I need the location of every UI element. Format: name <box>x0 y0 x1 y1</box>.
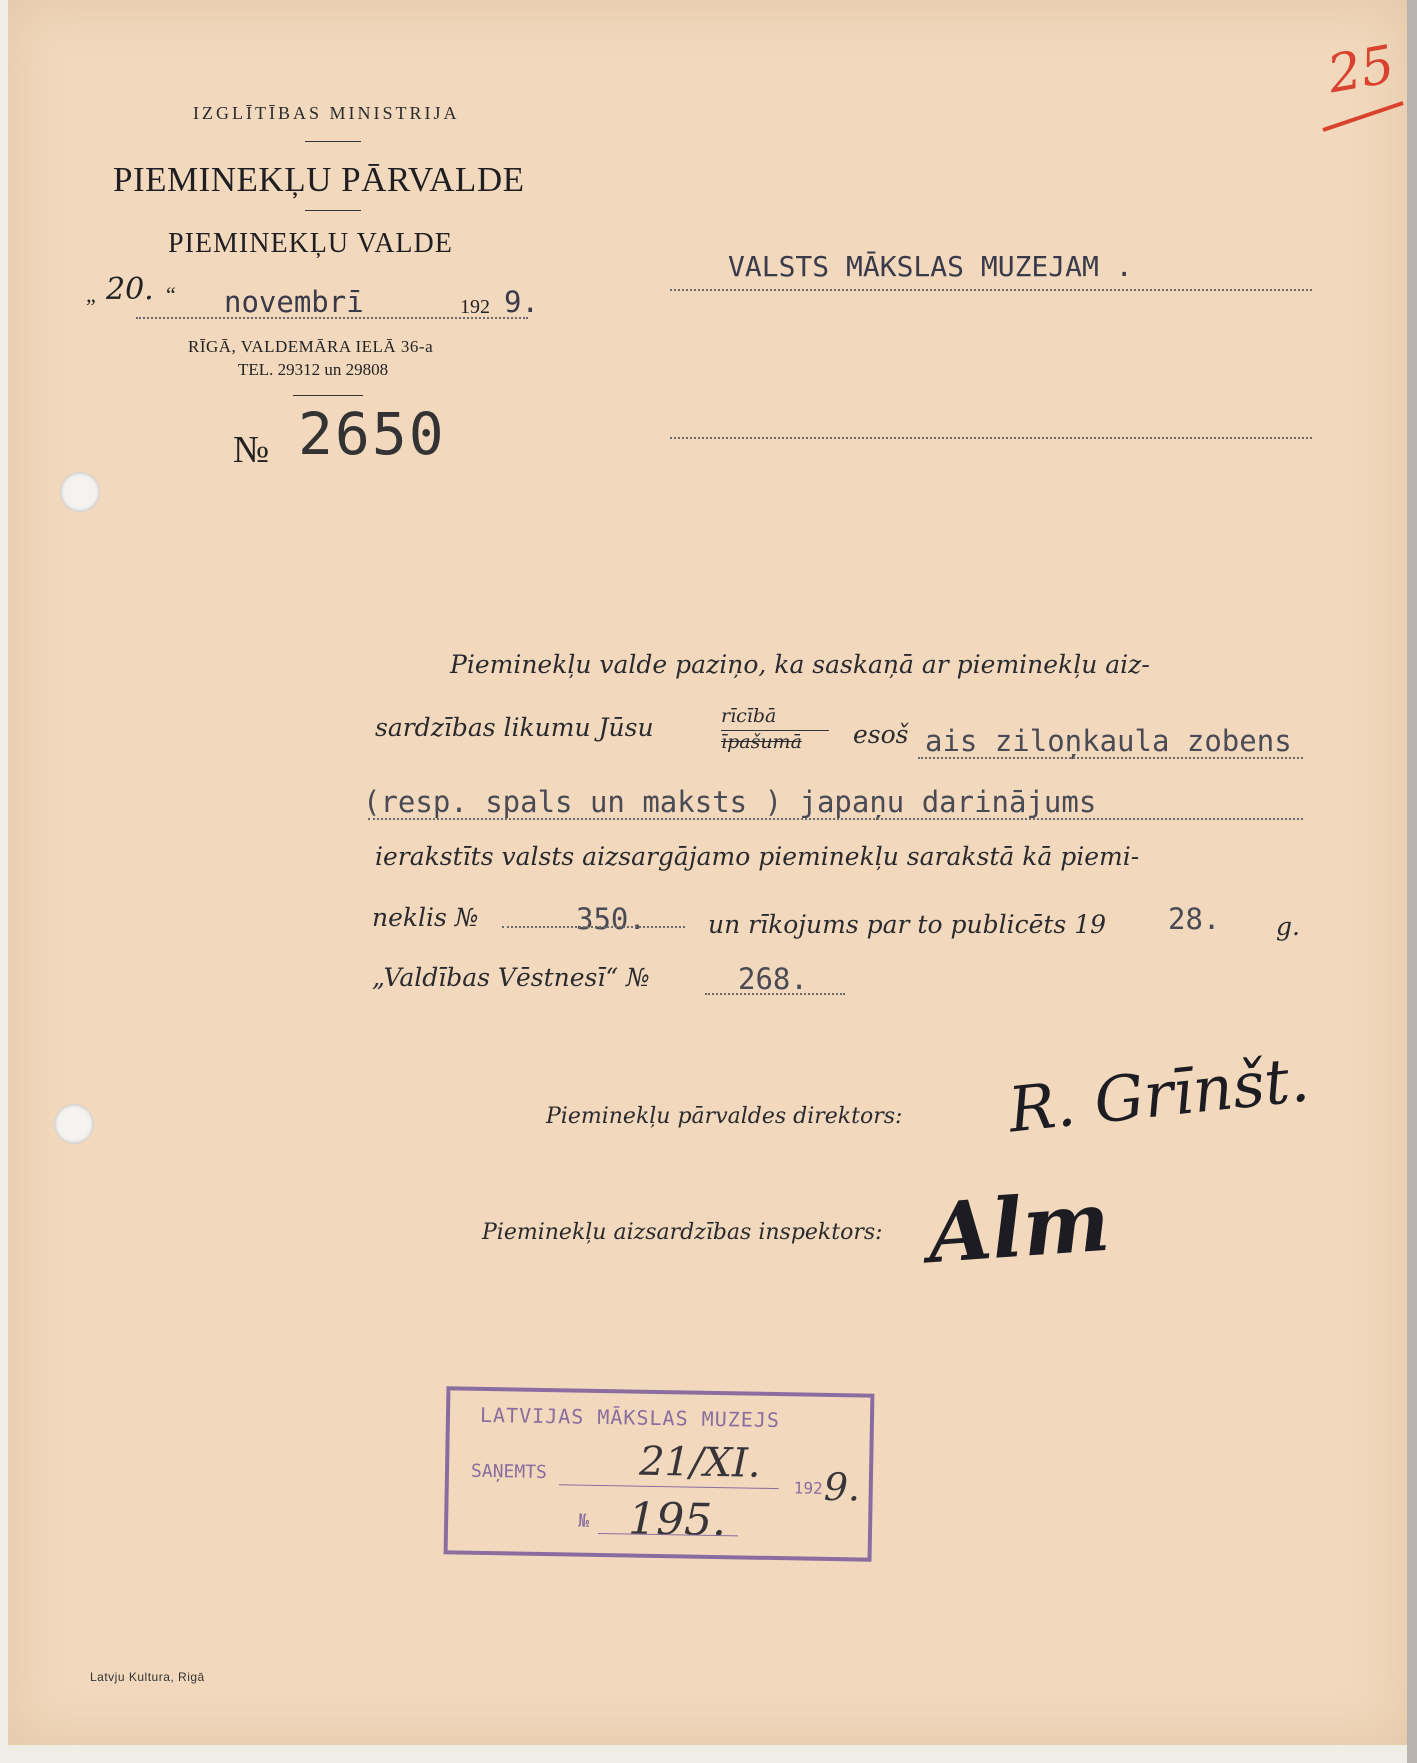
body-line-5-start: neklis № <box>372 903 479 932</box>
date-year-prefix: 192 <box>460 296 490 318</box>
addressee-dotted-line-2 <box>670 437 1312 439</box>
body-fill-description: (resp. spals un maksts ) japaņu darinājums <box>363 785 1097 819</box>
fill-dotted-line <box>918 757 1303 759</box>
gazette-number: 268. <box>738 962 808 996</box>
board-name: PIEMINEKĻU VALDE <box>168 228 453 259</box>
body-line-2-start: sardzības likumu Jūsu <box>375 713 654 742</box>
stamp-year-suffix: 9. <box>823 1464 861 1510</box>
stamp-registration-number: 195. <box>627 1493 727 1547</box>
punch-hole <box>54 1104 94 1144</box>
divider <box>293 395 363 396</box>
inspector-label: Pieminekļu aizsardzības inspektors: <box>482 1220 883 1245</box>
body-line-5-mid: un rīkojums par to publicēts 19 <box>708 910 1107 939</box>
stamp-received-date: 21/XI. <box>638 1438 761 1487</box>
register-number: 350. <box>576 902 646 936</box>
phone-line: TEL. 29312 un 29808 <box>238 360 389 379</box>
document-sheet <box>8 0 1408 1745</box>
body-line-5-end: g. <box>1276 912 1300 941</box>
date-close-quote: “ <box>166 282 176 307</box>
document-number: 2650 <box>298 400 446 468</box>
director-signature-text: R. Grīnšt. <box>1005 1042 1313 1147</box>
fill-dotted-line <box>705 993 845 995</box>
body-line-4: ierakstīts valsts aizsargājamo pieminekļu sarakstā kā piemi- <box>375 842 1140 871</box>
received-stamp <box>444 1386 875 1561</box>
director-label: Pieminekļu pārvaldes direktors: <box>546 1104 903 1129</box>
addressee-dotted-line <box>670 289 1312 291</box>
stamp-title: LATVIJAS MĀKSLAS MUZEJS <box>479 1402 781 1433</box>
page-edge <box>1407 0 1417 1763</box>
fill-dotted-line <box>502 926 685 928</box>
director-signature <box>1005 1042 1312 1146</box>
date-day: 20. <box>106 272 154 307</box>
stamp-received-label: SAŅEMTS <box>470 1460 548 1484</box>
ministry-name: IZGLĪTĪBAS MINISTRIJA <box>193 103 460 123</box>
divider <box>305 210 361 211</box>
fraction-bottom: īpašumā <box>721 731 802 753</box>
date-open-quote: „ <box>86 282 96 307</box>
folio-underline <box>1318 95 1408 135</box>
body-fill-object: ais ziloņkaula zobens <box>925 724 1292 758</box>
stamp-year-prefix: 192 <box>793 1478 823 1498</box>
punch-hole <box>60 472 100 512</box>
address-line: RĪGĀ, VALDEMĀRA IELĀ 36-a <box>188 337 434 356</box>
inspector-signature <box>925 1174 1113 1282</box>
divider <box>305 141 361 142</box>
body-line-1: Pieminekļu valde paziņo, ka saskaņā ar pieminekļu aiz- <box>450 650 1150 679</box>
date-year-suffix: 9. <box>504 285 539 319</box>
date-month: novembrī <box>224 285 364 319</box>
number-sign: № <box>233 429 270 471</box>
body-line-6-start: „Valdības Vēstnesī“ № <box>372 963 650 992</box>
stamp-number-label: № <box>577 1510 590 1532</box>
inspector-signature-text: Alm <box>924 1173 1113 1283</box>
fraction-top: rīcībā <box>721 705 777 727</box>
printer-imprint: Latvju Kultura, Rigā <box>90 1670 205 1684</box>
folio-number: 25 <box>1323 34 1399 106</box>
fill-dotted-line <box>368 818 1303 820</box>
office-name: PIEMINEKĻU PĀRVALDE <box>113 160 525 199</box>
publication-year: 28. <box>1168 902 1221 936</box>
addressee: VALSTS MĀKSLAS MUZEJAM . <box>728 250 1133 283</box>
body-line-2-mid: esoš <box>853 720 909 749</box>
